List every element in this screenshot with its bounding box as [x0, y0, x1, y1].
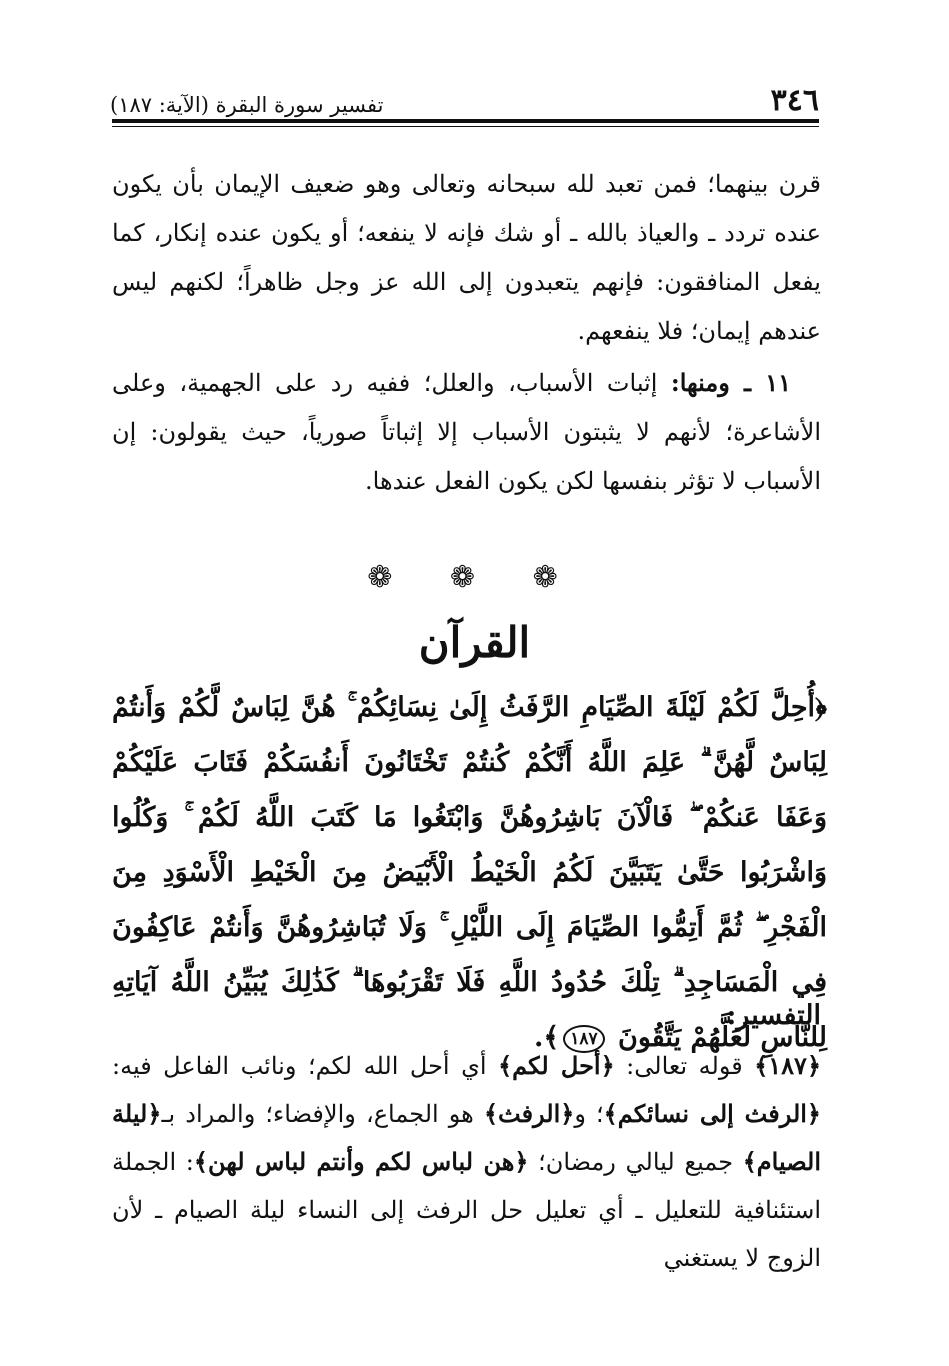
p3-part: ﴿الرفث﴾: [483, 1099, 575, 1128]
paragraph-2-text: إثبات الأسباب، والعلل؛ ففيه رد على الجهمية، وعلى الأشاعرة؛ لأنهم لا يثبتون الأسباب إلا إثباتاً صورياً، حيث يقولون: إن الأسباب لا تؤثر بنفسها لكن يكون الفعل عندها.: [112, 369, 821, 495]
section-title: القرآن: [418, 618, 531, 667]
verse-number-marker: ١٨٧: [563, 1025, 604, 1053]
tafsir-heading: التفسير:: [726, 1000, 821, 1031]
header-rule-thick: [112, 119, 819, 123]
paragraph-2: [112, 358, 821, 506]
running-title: تفسير سورة البقرة (الآية: ١٨٧): [110, 93, 384, 117]
verse-text: ﴿أُحِلَّ لَكُمْ لَيْلَةَ الصِّيَامِ الرَّفَثُ إِلَىٰ نِسَائِكُمْ ۚ هُنَّ لِبَاسٌ لَّكُمْ وَأَنتُمْ لِبَاسٌ لَّهُنَّ ۗ عَلِمَ اللَّهُ أَنَّكُمْ كُنتُمْ تَخْتَانُونَ أَنفُسَكُمْ فَتَابَ عَلَيْكُمْ وَعَفَا عَنكُمْ ۖ فَالْآنَ بَاشِرُوهُنَّ وَابْتَغُوا مَا كَتَبَ اللَّهُ لَكُمْ ۚ وَكُلُوا وَاشْرَبُوا حَتَّىٰ يَتَبَيَّنَ لَكُمُ الْخَيْطُ الْأَبْيَضُ مِنَ الْخَيْطِ الْأَسْوَدِ مِنَ الْفَجْرِ ۖ ثُمَّ أَتِمُّوا الصِّيَامَ إِلَى اللَّيْلِ ۚ وَلَا تُبَاشِرُوهُنَّ وَأَنتُمْ عَاكِفُونَ فِي الْمَسَاجِدِ ۗ تِلْكَ حُدُودُ اللَّهِ فَلَا تَقْرَبُوهَا ۗ كَذَٰلِكَ يُبَيِّنُ اللَّهُ آيَاتِهِ لِلنَّاسِ لَعَلَّهُمْ يَتَّقُونَ: [112, 692, 827, 1053]
page-number: ٣٤٦: [770, 83, 819, 118]
p3-part: ﴿ليلة الصيام﴾: [112, 1099, 822, 1176]
p3-part: ﴿أحل لكم﴾: [498, 1051, 615, 1080]
p3-part: ﴿هن لباس لكم وأنتم لباس لهن﴾: [193, 1147, 529, 1176]
p3-part: أي أحل الله لكم؛ ونائب الفاعل فيه:: [112, 1052, 499, 1080]
paragraph-2-lead: ١١ ـ ومنها:: [670, 368, 791, 397]
header-rule-thin: [112, 126, 819, 127]
p3-part: ﴿١٨٧﴾: [754, 1051, 821, 1080]
p3-part: ﴿الرفث إلى نسائكم﴾: [603, 1099, 821, 1128]
page-header: [110, 80, 819, 116]
p3-part: : الجملة استئنافية للتعليل ـ أي تعليل حل الرفث إلى النساء ليلة الصيام ـ لأن الزوج لا يستغني: [112, 1148, 821, 1272]
p3-part: ؛ و: [574, 1100, 604, 1128]
paragraph-3: [112, 1042, 821, 1282]
p3-part: هو الجماع، والإفضاء؛ والمراد بـ: [161, 1100, 484, 1128]
p3-part: قوله تعالى:: [614, 1052, 755, 1080]
p3-part: جميع ليالي رمضان؛: [528, 1148, 743, 1176]
paragraph-1: [112, 160, 821, 356]
paragraph-1-text: قرن بينهما؛ فمن تعبد لله سبحانه وتعالى وهو ضعيف الإيمان بأن يكون عنده تردد ـ والعياذ بالله ـ أو شك فإنه لا ينفعه؛ أو يكون عنده إنكار، كما يفعل المنافقون: فإنهم يتعبدون إلى الله عز وجل ظاهراً؛ لكنهم ليس عندهم إيمان؛ فلا ينفعهم.: [112, 170, 821, 345]
verse-close: ﴾.: [533, 1022, 560, 1053]
section-divider: ❁ ❁ ❁: [367, 560, 582, 595]
quran-verse: [112, 680, 827, 1065]
